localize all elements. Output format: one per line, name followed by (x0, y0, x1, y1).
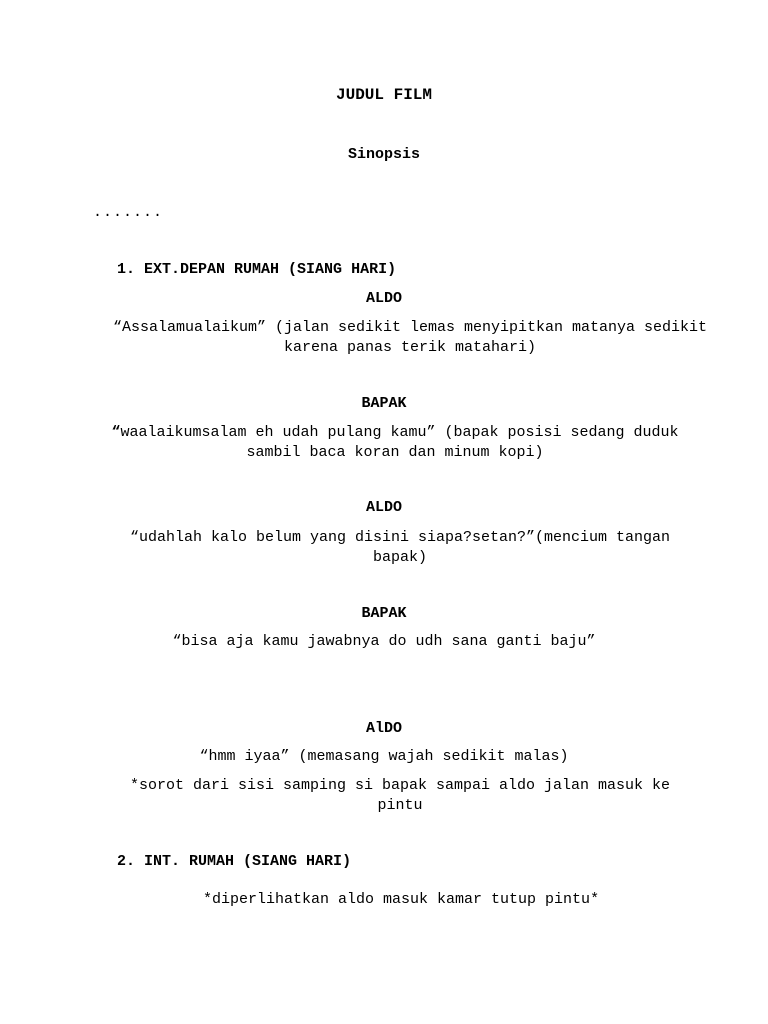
dialogue: “udahlah kalo belum yang disini siapa?setan?”(mencium tangan bapak) (129, 529, 671, 566)
character-name: ALDO (365, 290, 402, 307)
character-name: BAPAK (361, 605, 407, 622)
scene-number: 1. (117, 261, 136, 278)
character-name: BAPAK (361, 395, 407, 412)
page-title: JUDUL FILM (335, 86, 432, 104)
dialogue: “Assalamualaikum” (jalan sedikit lemas menyipitkan matanya sedikit karena panas terik matahari) (112, 319, 708, 356)
scene-heading-1 (117, 261, 396, 278)
dialogue: “hmm iyaa” (memasang wajah sedikit malas) (199, 748, 569, 765)
scene-heading-text: INT. RUMAH (SIANG HARI) (144, 853, 352, 870)
synopsis-placeholder: ....... (93, 204, 164, 221)
scene-heading-2 (117, 853, 351, 870)
action-line: *sorot dari sisi samping si bapak sampai aldo jalan masuk ke pintu (129, 777, 671, 814)
scene-heading-text: EXT.DEPAN RUMAH (SIANG HARI) (144, 261, 397, 278)
dialogue: “bisa aja kamu jawabnya do udh sana ganti baju” (172, 633, 596, 650)
synopsis-heading: Sinopsis (347, 146, 420, 163)
character-name: AlDO (365, 720, 402, 737)
dialogue (110, 423, 680, 463)
scene-number: 2. (117, 853, 136, 870)
character-name: ALDO (365, 499, 402, 516)
dialogue-text: waalaikumsalam eh udah pulang kamu” (bapak posisi sedang duduk sambil baca koran dan minum kopi) (120, 424, 679, 461)
action-line: *diperlihatkan aldo masuk kamar tutup pintu* (203, 891, 600, 908)
dialogue-open-quote: “ (111, 424, 121, 441)
